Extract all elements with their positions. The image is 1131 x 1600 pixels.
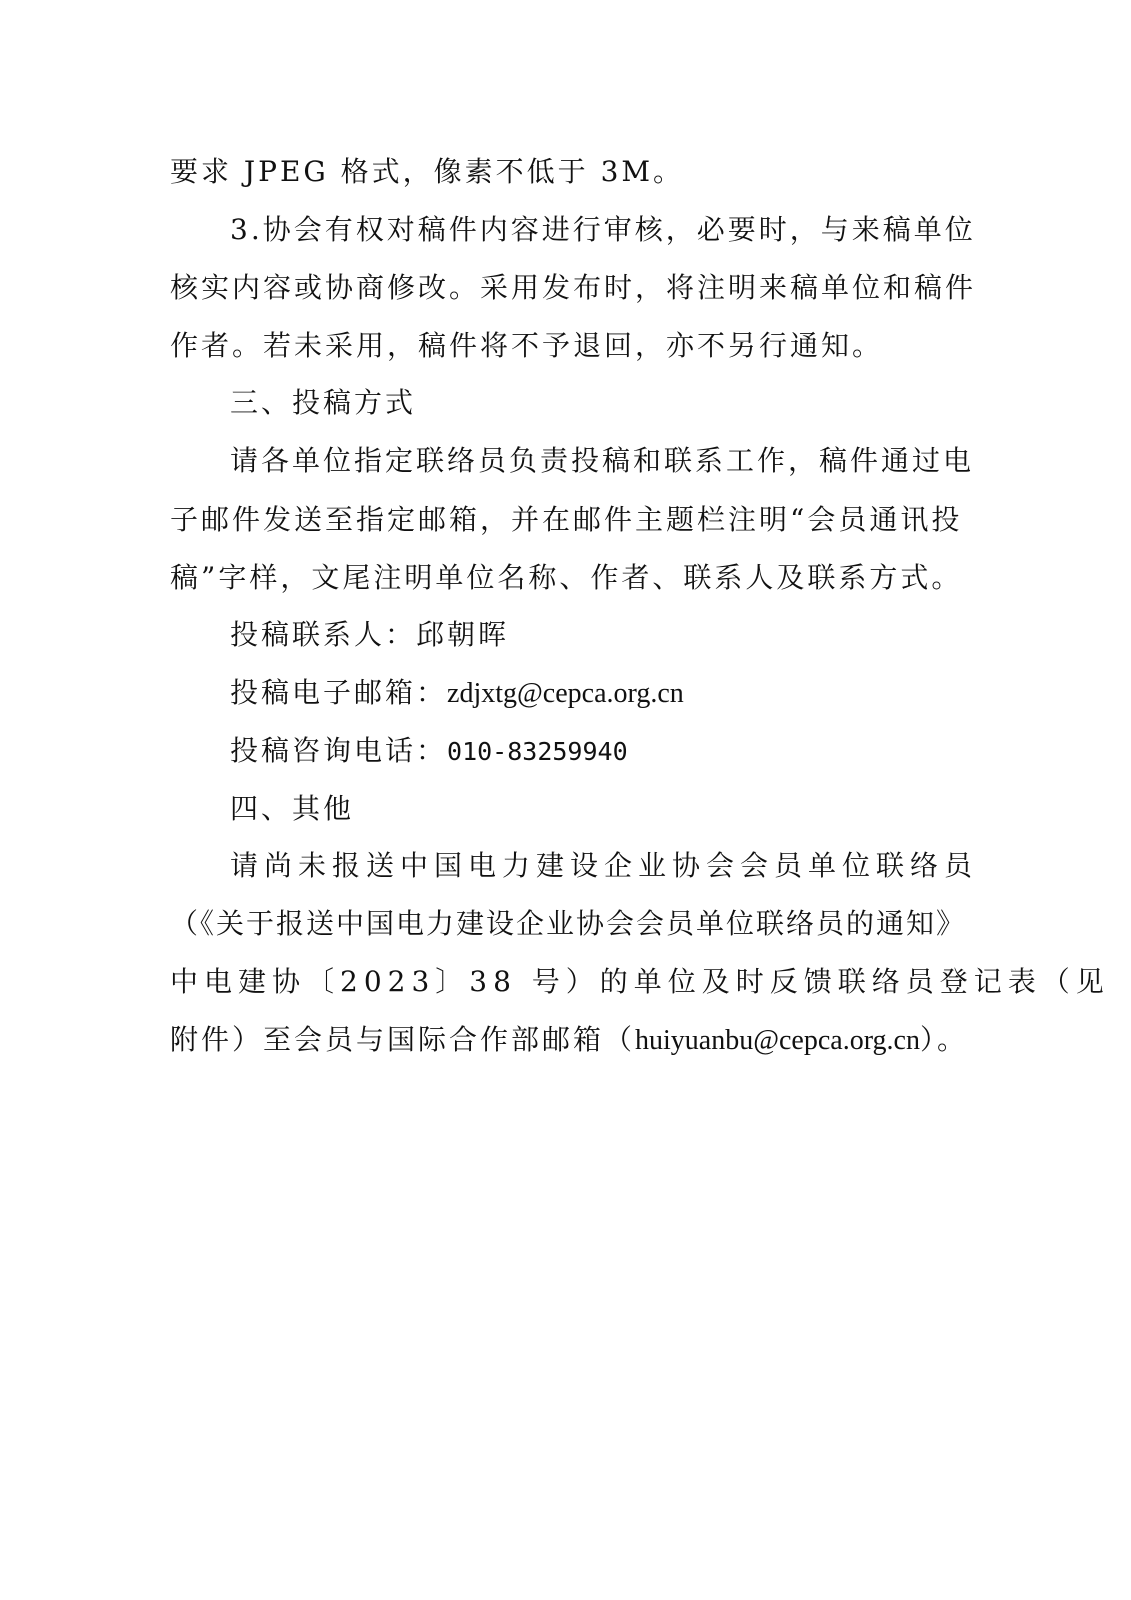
paragraph-line-1: 要求 JPEG 格式，像素不低于 3M。 xyxy=(170,155,685,188)
paragraph-line-4: 作者。若未采用，稿件将不予退回，亦不另行通知。 xyxy=(170,329,884,362)
section4-line-1: 请尚未报送中国电力建设企业协会会员单位联络员 xyxy=(230,849,979,882)
paragraph-line-5: 请各单位指定联络员负责投稿和联系工作，稿件通过电 xyxy=(230,444,975,477)
paragraph-line-3: 核实内容或协商修改。采用发布时，将注明来稿单位和稿件 xyxy=(170,271,977,304)
section4-line-2: （《关于报送中国电力建设企业协会会员单位联络员的通知》 xyxy=(170,907,967,940)
paragraph-line-6: 子邮件发送至指定邮箱，并在邮件主题栏注明“会员通讯投 xyxy=(170,503,963,536)
paragraph-line-7: 稿”字样，文尾注明单位名称、作者、联系人及联系方式。 xyxy=(170,561,963,594)
member-email[interactable]: huiyuanbu@cepca.org.cn xyxy=(635,1025,920,1056)
section4-line-3: 中电建协〔2023〕38 号）的单位及时反馈联络员登记表（见 xyxy=(170,965,1110,998)
contact-person-line xyxy=(230,615,950,655)
contact-email[interactable]: zdjxtg@cepca.org.cn xyxy=(447,678,684,709)
section-heading-other: 四、其他 xyxy=(230,792,355,825)
contact-phone: 010-83259940 xyxy=(447,737,628,766)
section4-line-4 xyxy=(170,1020,968,1060)
contact-person-label: 投稿联系人： xyxy=(230,618,417,651)
section-heading-submission: 三、投稿方式 xyxy=(230,386,417,419)
section4-line-4-suffix: ）。 xyxy=(919,1023,968,1056)
contact-email-line xyxy=(230,673,950,713)
contact-person-name: 邱朝晖 xyxy=(416,618,510,651)
contact-email-label: 投稿电子邮箱： xyxy=(230,676,448,709)
paragraph-line-2: 3.协会有权对稿件内容进行审核，必要时，与来稿单位 xyxy=(230,213,976,246)
section4-line-4-prefix: 附件）至会员与国际合作部邮箱（ xyxy=(170,1023,636,1056)
contact-phone-line xyxy=(230,731,950,771)
contact-phone-label: 投稿咨询电话： xyxy=(230,734,448,767)
